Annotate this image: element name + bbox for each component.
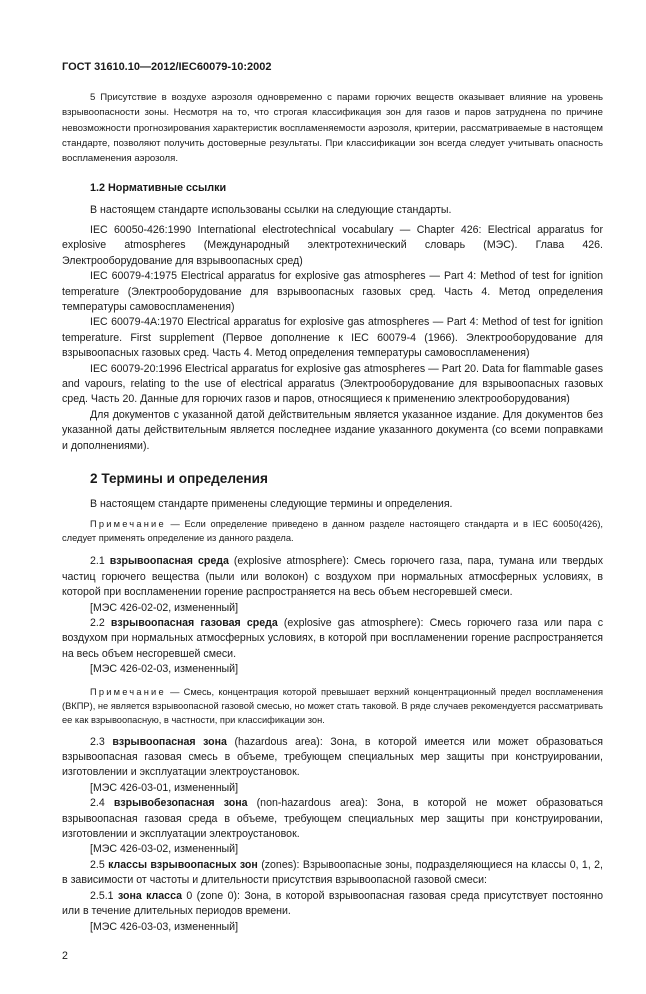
ref-item: IEC 60079-4A:1970 Electrical apparatus for explosive gas atmospheres — Part 4: Method of test for ignition temperature. First supplement (Первое дополнение к IEC 60079-4 (1966). Электрооборудование для взрывоопасных газовых сред. Часть 4. Метод определения температуры самовоспламенения) bbox=[62, 316, 603, 360]
note-label: Примечание bbox=[90, 519, 166, 530]
term-2-3 bbox=[62, 735, 603, 781]
term-2-5 bbox=[62, 858, 603, 889]
note-label: Примечание bbox=[90, 686, 166, 697]
term-2-1 bbox=[62, 554, 603, 600]
term-definition: 0 (zone 0): Зона, в которой взрывоопасная газовая среда присутствует постоянно или в течение длительных периодов времени. bbox=[62, 889, 603, 918]
term-2-2 bbox=[62, 616, 603, 662]
term-name: взрывоопасная среда bbox=[109, 555, 229, 568]
document-header: ГОСТ 31610.10—2012/IEC60079-10:2002 bbox=[62, 61, 272, 73]
term-number: 2.5 bbox=[90, 858, 109, 871]
term-2-4-ref: [МЭС 426-03-02, измененный] bbox=[90, 843, 239, 856]
terms-intro: В настоящем стандарте применены следующие термины и определения. bbox=[90, 497, 453, 510]
term-definition: (zones): Взрывоопасные зоны, подразделяющиеся на классы 0, 1, 2, в зависимости от частоты и длительности присутствия взрывоопасной газовой смеси: bbox=[62, 858, 603, 887]
term-name: взрывоопасная зона bbox=[112, 735, 227, 748]
term-number: 2.2 bbox=[90, 617, 111, 630]
dated-refs-note: Для документов с указанной датой действительным является указанное издание. Для документов без указанной даты действительным является последнее издание указанного документа (со всеми поправками и дополнениями). bbox=[62, 408, 603, 452]
term-number: 2.3 bbox=[90, 735, 113, 748]
term-number: 2.4 bbox=[90, 797, 114, 810]
term-name: зона класса bbox=[117, 889, 182, 902]
term-name: взрывоопасная газовая среда bbox=[110, 617, 278, 630]
ref-item: IEC 60079-4:1975 Electrical apparatus for explosive gas atmospheres — Part 4: Method of test for ignition temperature (Электрооборудование для взрывоопасных газовых сред. Часть 4. Метод определения температуры самовоспламенения) bbox=[62, 270, 603, 313]
term-definition: (explosive atmosphere): Смесь горючего газа, пара, тумана или твердых частиц горючего вещества (пыли или волокон) с воздухом при нормальных атмосферных условиях, в которой при воспламенении горение распространяется на весь объем несгоревшей смеси. bbox=[62, 555, 604, 599]
note-5: 5 Присутствие в воздухе аэрозоля одновременно с парами горючих веществ оказывает влияние на уровень взрывоопасности зоны. Несмотря на то, что строгая классификация зон для газов и паров затруднена по причине невозможности прогнозирования характеристик воспламеняемости аэрозоля, критерии, рассматриваемые в настоящем стандарте, позволяют получить достоверные результаты. При классификации зон всегда следует учитывать опасность воспламенения аэрозоля. bbox=[62, 92, 603, 165]
note-text: — Смесь, концентрация которой превышает верхний концентрационный предел воспламенения (ВКПР), не является взрывоопасной газовой смесью, но может стать таковой. В ряде случаев рекомендуется рассматривать ее как взрывоопасную, в частности, при классификации зон. bbox=[62, 686, 603, 725]
term-number: 2.5.1 bbox=[90, 889, 118, 902]
document-page bbox=[62, 0, 603, 994]
body bbox=[62, 90, 603, 935]
note-1 bbox=[62, 517, 603, 545]
refs-intro: В настоящем стандарте использованы ссылки на следующие стандарты. bbox=[90, 204, 452, 217]
term-2-4 bbox=[62, 796, 603, 842]
term-2-5-1-ref: [МЭС 426-03-03, измененный] bbox=[90, 920, 239, 933]
note-2 bbox=[62, 685, 603, 727]
ref-item: IEC 60050-426:1990 International electrotechnical vocabulary — Chapter 426: Electrical apparatus for explosive atmospheres (Международный электротехнический словарь (МЭС). Глава 426. Электрооборудование для взрывоопасных сред) bbox=[62, 223, 603, 267]
section-1-2-title: 1.2 Нормативные ссылки bbox=[90, 182, 227, 195]
term-number: 2.1 bbox=[90, 555, 110, 568]
ref-item: IEC 60079-20:1996 Electrical apparatus for explosive gas atmospheres — Part 20. Data for flammable gases and vapours, relating to the use of electrical apparatus (Электрооборудование для взрывоопасных газовых сред. Часть 20. Данные для горючих газов и паров, относящиеся к применению электрооборудования) bbox=[62, 362, 603, 406]
section-2-title: 2 Термины и определения bbox=[90, 470, 268, 486]
term-2-5-1 bbox=[62, 889, 603, 920]
note-text: — Если определение приведено в данном разделе настоящего стандарта и в IEC 60050(426), следует применять определение из данного раздела. bbox=[62, 519, 603, 544]
term-definition: (hazardous area): Зона, в которой имеется или может образоваться взрывоопасная газовая смесь в объеме, требующем специальных мер защиты при конструировании, изготовлении и эксплуатации электроустановок. bbox=[62, 735, 603, 779]
page-number: 2 bbox=[62, 949, 68, 962]
term-2-2-ref: [МЭС 426-02-03, измененный] bbox=[90, 663, 239, 676]
term-definition: (explosive gas atmosphere): Смесь горючего газа или пара с воздухом при нормальных атмосферных условиях, в которой при воспламенении горение распространяется на весь объем несгоревшей смеси. bbox=[62, 617, 603, 660]
term-name: взрывобезопасная зона bbox=[113, 797, 248, 810]
term-2-1-ref: [МЭС 426-02-02, измененный] bbox=[90, 601, 239, 614]
term-2-3-ref: [МЭС 426-03-01, измененный] bbox=[90, 781, 239, 794]
term-definition: (non-hazardous area): Зона, в которой не может образоваться взрывоопасная газовая среда в объеме, требующем специальных мер защиты при конструировании, изготовлении и эксплуатации электроустановок. bbox=[62, 797, 603, 841]
term-name: классы взрывоопасных зон bbox=[108, 858, 258, 871]
